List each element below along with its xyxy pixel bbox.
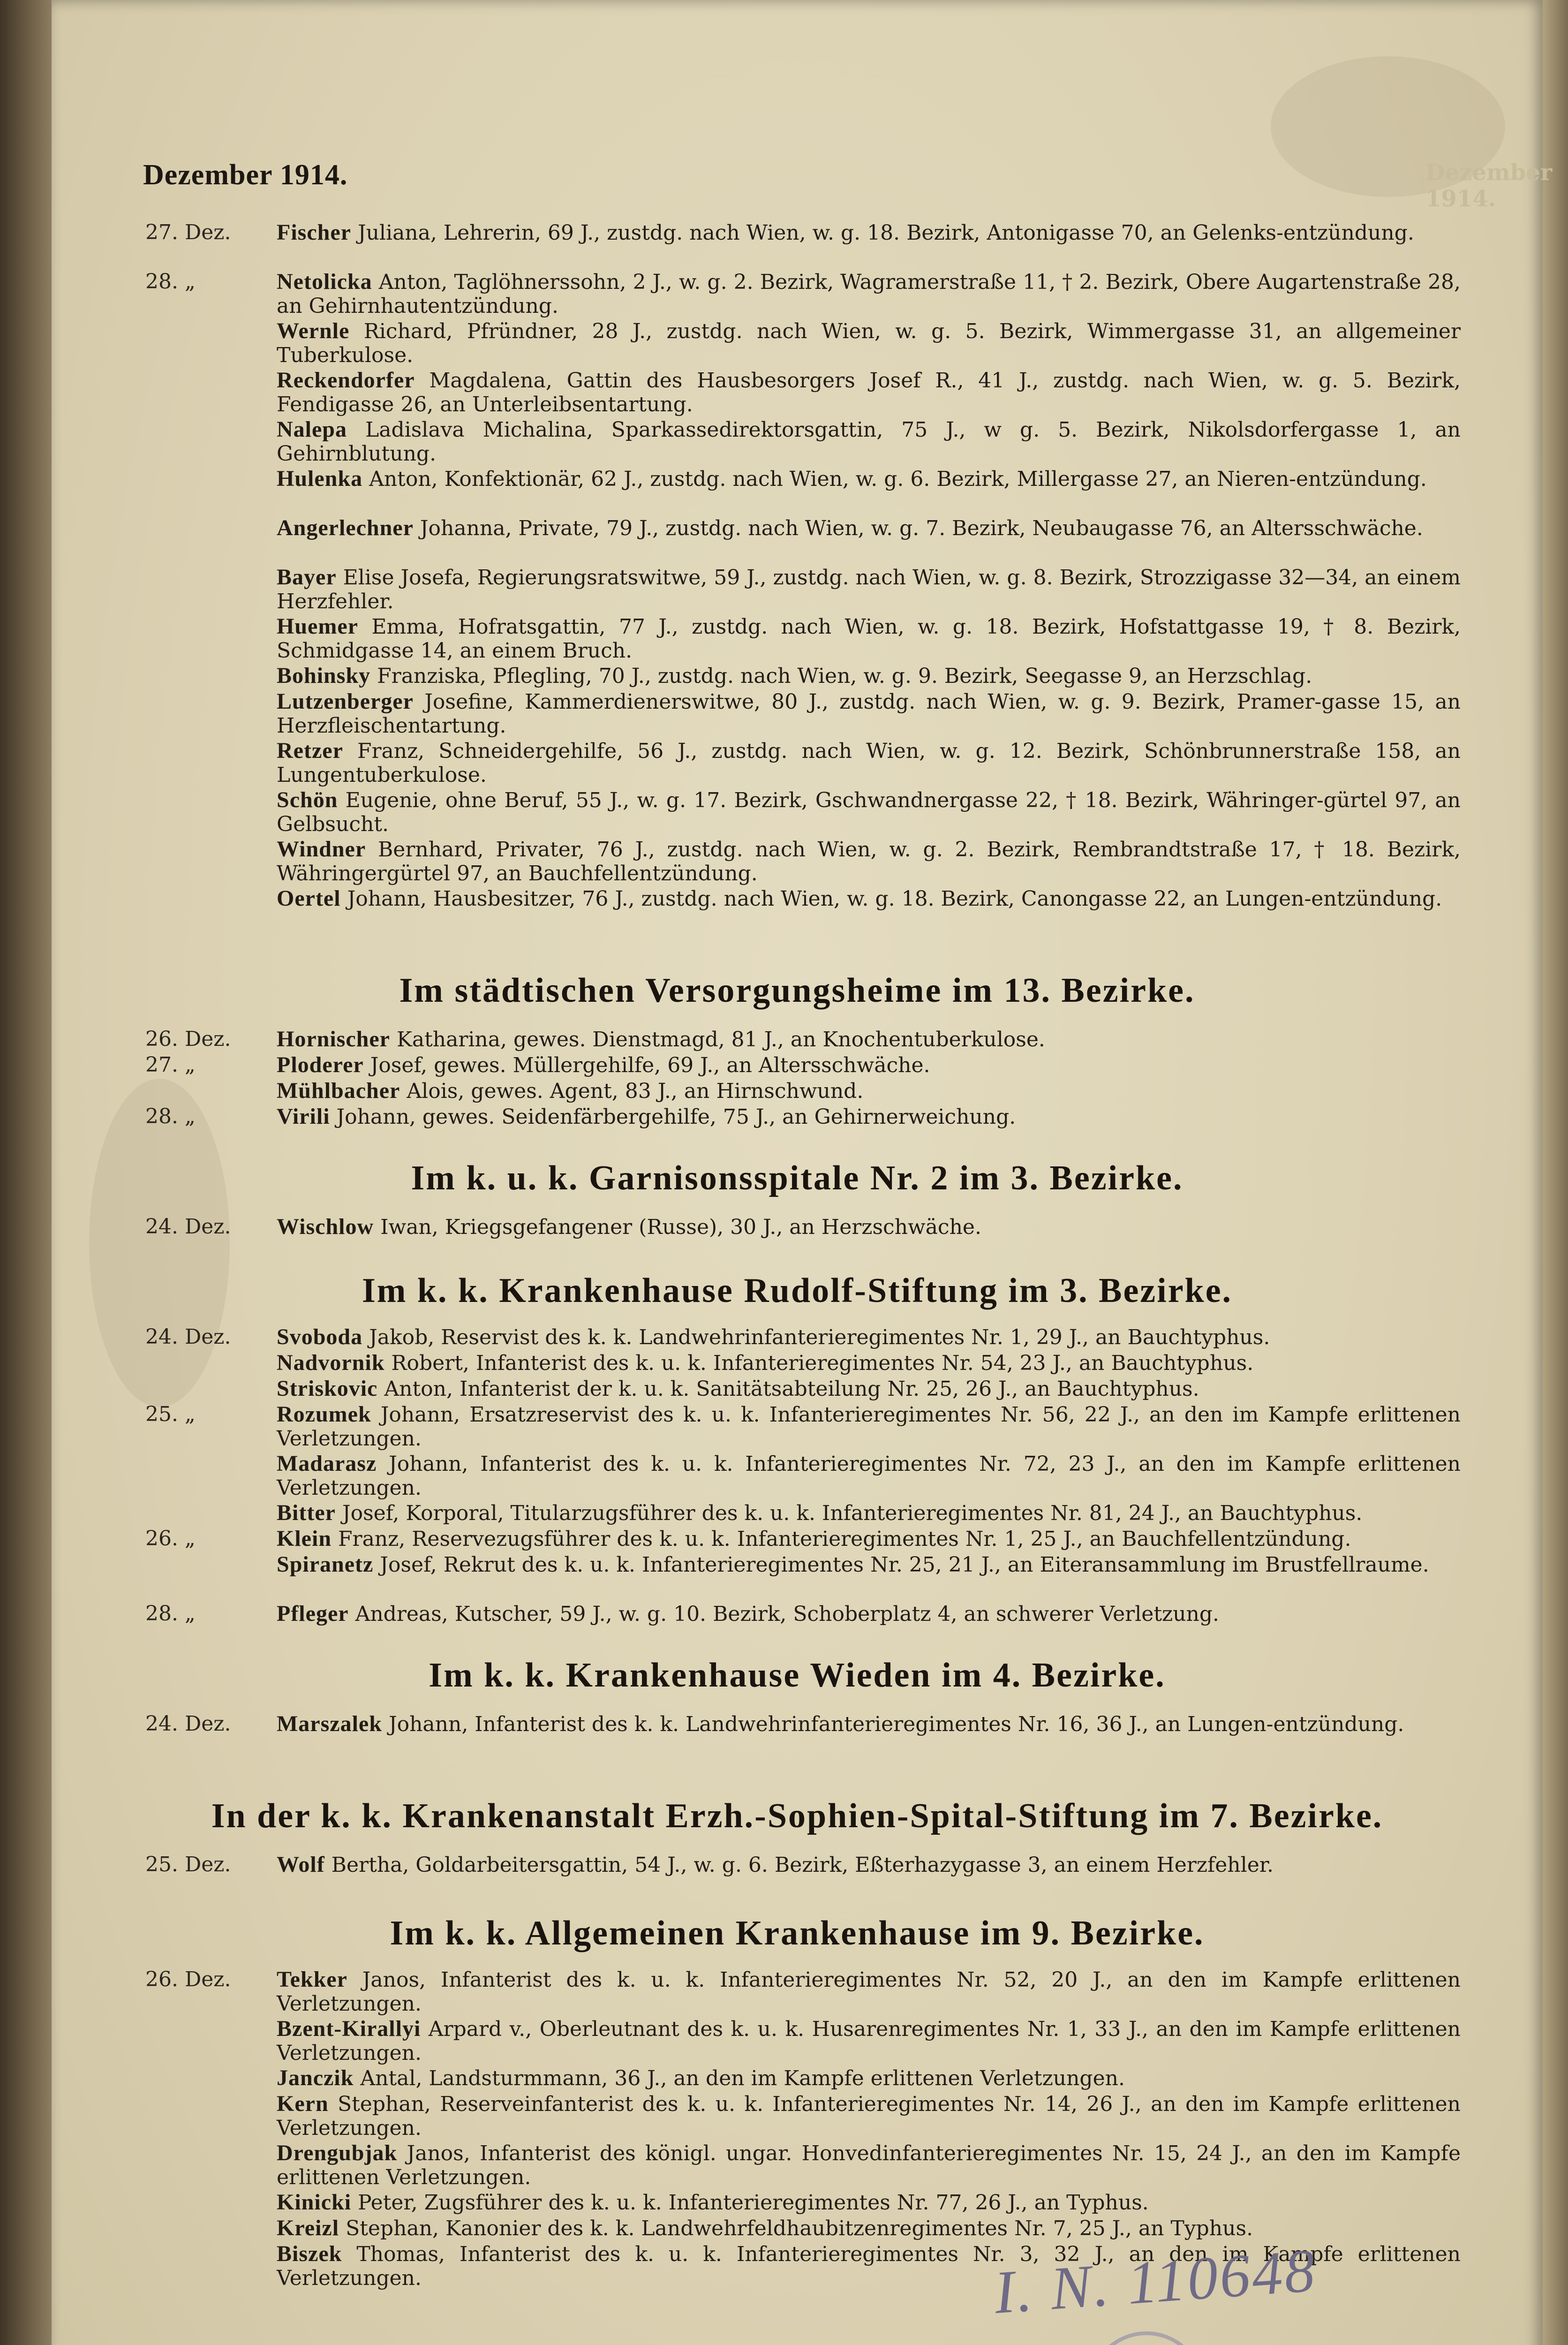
entry-details: Katharina, gewes. Dienstmagd, 81 J., an Knochentuberkulose. xyxy=(396,1028,1045,1051)
entry-text xyxy=(277,837,1461,885)
entry-details: Arpard v., Oberleutnant des k. u. k. Husarenregimentes Nr. 1, 33 J., an den im Kampfe erlittenen Verletzungen. xyxy=(277,2017,1461,2065)
deceased-name: Retzer xyxy=(277,738,343,763)
entry-details: Josef, gewes. Müllergehilfe, 69 J., an Altersschwäche. xyxy=(370,1053,930,1077)
entry-date: 28. „ xyxy=(145,270,196,294)
entry-text xyxy=(277,2092,1461,2140)
show-through-header: Dezember 1914. xyxy=(1425,159,1553,212)
entry-date: 26. Dez. xyxy=(145,1967,231,1991)
entry-details: Johanna, Private, 79 J., zustdg. nach Wien, w. g. 7. Bezirk, Neubaugasse 76, an Altersschwäche. xyxy=(420,516,1423,540)
deceased-name: Svoboda xyxy=(277,1324,363,1349)
section-title: Im k. k. Krankenhause Rudolf-Stiftung im 3. Bezirke. xyxy=(362,1271,1233,1310)
entry-date: 28. „ xyxy=(145,1104,196,1128)
entry-details: Johann, Infanterist des k. k. Landwehrinfanterieregimentes Nr. 16, 36 J., an Lungen-entzündung. xyxy=(388,1712,1404,1736)
deceased-name: Klein xyxy=(277,1526,332,1551)
entry-text xyxy=(277,689,1461,738)
entry-details: Juliana, Lehrerin, 69 J., zustdg. nach Wien, w. g. 18. Bezirk, Antonigasse 70, an Gelenks-entzündung. xyxy=(357,221,1414,245)
entry-text xyxy=(277,1325,1461,1349)
entry-date: 24. Dez. xyxy=(145,1215,231,1239)
section-title: Im k. k. Krankenhause Wieden im 4. Bezirke. xyxy=(429,1656,1166,1694)
entry-details: Franziska, Pflegling, 70 J., zustdg. nach Wien, w. g. 9. Bezirk, Seegasse 9, an Herzschlag. xyxy=(377,664,1312,688)
section-title: Im städtischen Versorgungsheime im 13. Bezirke. xyxy=(399,971,1195,1010)
entry-text xyxy=(277,1853,1461,1877)
entry-details: Janos, Infanterist des königl. ungar. Honvedinfanterieregimentes Nr. 15, 24 J., an den im Kampfe erlittenen Verletzungen. xyxy=(277,2141,1461,2189)
deceased-name: Mühlbacher xyxy=(277,1078,400,1103)
entry-text xyxy=(277,2216,1461,2240)
deceased-name: Kreizl xyxy=(277,2216,339,2240)
entry-text xyxy=(277,2017,1461,2065)
entry-details: Janos, Infanterist des k. u. k. Infanterieregimentes Nr. 52, 20 J., an den im Kampfe erlittenen Verletzungen. xyxy=(277,1968,1461,2016)
entry-details: Bertha, Goldarbeitersgattin, 54 J., w. g. 6. Bezirk, Eßterhazygasse 3, an einem Herzfehler. xyxy=(331,1853,1274,1877)
deceased-name: Huemer xyxy=(277,614,358,639)
deceased-name: Bitter xyxy=(277,1500,336,1525)
entry-text xyxy=(277,2066,1461,2090)
section-title: Im k. k. Allgemeinen Krankenhause im 9. Bezirke. xyxy=(390,1914,1205,1952)
deceased-name: Spiranetz xyxy=(277,1552,374,1577)
library-stamp-icon xyxy=(1083,2326,1210,2345)
entry-text xyxy=(277,1552,1461,1577)
deceased-name: Hornischer xyxy=(277,1027,390,1051)
entry-text xyxy=(277,368,1461,416)
deceased-name: Oertel xyxy=(277,886,341,911)
deceased-name: Wischlow xyxy=(277,1214,374,1239)
entry-details: Stephan, Reserveinfanterist des k. u. k. Infanterieregimentes Nr. 14, 26 J., an den im Kampfe erlittenen Verletzungen. xyxy=(277,2092,1461,2140)
deceased-name: Madarasz xyxy=(277,1451,377,1476)
deceased-name: Lutzenberger xyxy=(277,689,414,714)
entry-text xyxy=(277,788,1461,836)
entry-details: Ladislava Michalina, Sparkassedirektorsgattin, 75 J., w g. 5. Bezirk, Nikolsdorfergasse 1, an Gehirnblutung. xyxy=(277,418,1461,466)
entry-details: Thomas, Infanterist des k. u. k. Infanterieregimentes Nr. 3, 32 J., an den im Kampfe erlittenen Verletzungen. xyxy=(277,2242,1461,2290)
entry-date: 26. Dez. xyxy=(145,1027,231,1051)
entry-details: Franz, Reservezugsführer des k. u. k. Infanterieregimentes Nr. 1, 25 J., an Bauchfellentzündung. xyxy=(338,1527,1351,1551)
entry-date: 27. „ xyxy=(145,1053,196,1077)
entry-details: Anton, Taglöhnerssohn, 2 J., w. g. 2. Bezirk, Wagramerstraße 11, † 2. Bezirk, Obere Augartenstraße 28, an Gehirnhautentzündung. xyxy=(277,270,1461,318)
entry-text xyxy=(277,1053,1461,1077)
entry-text xyxy=(277,467,1461,491)
entry-details: Johann, Ersatzreservist des k. u. k. Infanterieregimentes Nr. 56, 22 J., an den im Kampfe erlittenen Verletzungen. xyxy=(277,1403,1461,1451)
deceased-name: Virili xyxy=(277,1104,330,1129)
entry-text xyxy=(277,886,1461,911)
entry-details: Johann, Hausbesitzer, 76 J., zustdg. nach Wien, w. g. 18. Bezirk, Canongasse 22, an Lungen-entzündung. xyxy=(347,887,1442,911)
deceased-name: Wernle xyxy=(277,318,350,343)
entry-text xyxy=(277,1527,1461,1551)
entry-details: Anton, Infanterist der k. u. k. Sanitätsabteilung Nr. 25, 26 J., an Bauchtyphus. xyxy=(384,1377,1199,1401)
entry-text xyxy=(277,1377,1461,1401)
deceased-name: Bzent-Kirallyi xyxy=(277,2016,421,2041)
deceased-name: Ploderer xyxy=(277,1052,364,1077)
deceased-name: Angerlechner xyxy=(277,515,414,540)
entry-text xyxy=(277,565,1461,613)
deceased-name: Marszalek xyxy=(277,1711,382,1736)
deceased-name: Biszek xyxy=(277,2241,342,2266)
entry-text xyxy=(277,664,1461,688)
page-heading: Dezember 1914. xyxy=(143,159,348,191)
page-edge-right xyxy=(1540,0,1568,2345)
entry-details: Josefine, Kammerdienerswitwe, 80 J., zustdg. nach Wien, w. g. 9. Bezirk, Pramer-gasse 15, an Herzfleischentartung. xyxy=(277,690,1461,738)
entry-text xyxy=(277,1104,1461,1129)
entry-text xyxy=(277,1452,1461,1500)
entry-text xyxy=(277,1967,1461,2016)
entry-text xyxy=(277,2141,1461,2189)
entry-text xyxy=(277,220,1461,245)
deceased-name: Tekker xyxy=(277,1967,347,1992)
entry-details: Andreas, Kutscher, 59 J., w. g. 10. Bezirk, Schoberplatz 4, an schwerer Verletzung. xyxy=(355,1602,1220,1626)
section-title: In der k. k. Krankenanstalt Erzh.-Sophien-Spital-Stiftung im 7. Bezirke. xyxy=(211,1797,1383,1835)
entry-details: Josef, Korporal, Titularzugsführer des k. u. k. Infanterieregimentes Nr. 81, 24 J., an Bauchtyphus. xyxy=(342,1501,1363,1525)
document-page xyxy=(52,0,1553,2345)
entry-details: Richard, Pfründner, 28 J., zustdg. nach Wien, w. g. 5. Bezirk, Wimmergasse 31, an allgemeiner Tuberkulose. xyxy=(277,319,1461,367)
entry-details: Johann, gewes. Seidenfärbergehilfe, 75 J., an Gehirnerweichung. xyxy=(336,1105,1016,1129)
entry-details: Peter, Zugsführer des k. u. k. Infanterieregimentes Nr. 77, 26 J., an Typhus. xyxy=(358,2191,1149,2215)
deceased-name: Striskovic xyxy=(277,1376,378,1401)
entry-text xyxy=(277,1712,1461,1736)
entry-text xyxy=(277,1501,1461,1525)
deceased-name: Nadvornik xyxy=(277,1350,385,1375)
entry-text xyxy=(277,1079,1461,1103)
entry-date: 24. Dez. xyxy=(145,1325,231,1349)
entry-date: 27. Dez. xyxy=(145,220,231,244)
deceased-name: Kern xyxy=(277,2091,329,2116)
entry-date: 28. „ xyxy=(145,1602,196,1626)
deceased-name: Schön xyxy=(277,787,338,812)
entry-text xyxy=(277,739,1461,787)
deceased-name: Pfleger xyxy=(277,1601,349,1626)
entry-date: 25. Dez. xyxy=(145,1853,231,1876)
inventory-number-handwritten: I. N. 110648 xyxy=(992,2237,1319,2327)
entry-date: 24. Dez. xyxy=(145,1712,231,1736)
deceased-name: Bohinsky xyxy=(277,663,371,688)
deceased-name: Janczik xyxy=(277,2065,354,2090)
entry-text xyxy=(277,1027,1461,1051)
deceased-name: Wolf xyxy=(277,1852,325,1877)
deceased-name: Reckendorfer xyxy=(277,368,415,393)
deceased-name: Drengubjak xyxy=(277,2141,398,2165)
entry-details: Antal, Landsturmmann, 36 J., an den im Kampfe erlittenen Verletzungen. xyxy=(360,2066,1125,2090)
entry-text xyxy=(277,1215,1461,1239)
deceased-name: Bayer xyxy=(277,565,337,590)
entry-details: Franz, Schneidergehilfe, 56 J., zustdg. nach Wien, w. g. 12. Bezirk, Schönbrunnerstraße 158, an Lungentuberkulose. xyxy=(277,739,1461,787)
entry-text xyxy=(277,1602,1461,1626)
entry-text xyxy=(277,319,1461,367)
entry-text xyxy=(277,2190,1461,2215)
entry-text xyxy=(277,1402,1461,1451)
entry-details: Josef, Rekrut des k. u. k. Infanterieregimentes Nr. 25, 21 J., an Eiteransammlung im Brustfellraume. xyxy=(380,1553,1429,1577)
entry-details: Iwan, Kriegsgefangener (Russe), 30 J., an Herzschwäche. xyxy=(380,1215,981,1239)
entry-details: Emma, Hofratsgattin, 77 J., zustdg. nach Wien, w. g. 18. Bezirk, Hofstattgasse 19, † 8. Bezirk, Schmidgasse 14, an einem Bruch. xyxy=(277,615,1461,663)
deceased-name: Hulenka xyxy=(277,466,363,491)
deceased-name: Fischer xyxy=(277,220,351,245)
entry-details: Eugenie, ohne Beruf, 55 J., w. g. 17. Bezirk, Gschwandnergasse 22, † 18. Bezirk, Währinger-gürtel 97, an Gelbsucht. xyxy=(277,788,1461,836)
entry-details: Magdalena, Gattin des Hausbesorgers Josef R., 41 J., zustdg. nach Wien, w. g. 5. Bezirk, Fendigasse 26, an Unterleibsentartung. xyxy=(277,369,1461,416)
entry-details: Jakob, Reservist des k. k. Landwehrinfanterieregimentes Nr. 1, 29 J., an Bauchtyphus. xyxy=(369,1325,1270,1349)
entry-date: 26. „ xyxy=(145,1527,196,1551)
entry-details: Elise Josefa, Regierungsratswitwe, 59 J., zustdg. nach Wien, w. g. 8. Bezirk, Strozzigasse 32—34, an einem Herzfehler. xyxy=(277,566,1461,613)
entry-details: Robert, Infanterist des k. u. k. Infanterieregimentes Nr. 54, 23 J., an Bauchtyphus. xyxy=(391,1351,1254,1375)
entry-text xyxy=(277,417,1461,466)
deceased-name: Kinicki xyxy=(277,2190,352,2215)
entry-text xyxy=(277,614,1461,663)
entry-date: 25. „ xyxy=(145,1402,196,1426)
entry-details: Anton, Konfektionär, 62 J., zustdg. nach Wien, w. g. 6. Bezirk, Millergasse 27, an Nieren-entzündung. xyxy=(369,467,1427,491)
deceased-name: Netolicka xyxy=(277,269,372,294)
entry-details: Johann, Infanterist des k. u. k. Infanterieregimentes Nr. 72, 23 J., an den im Kampfe erlittenen Verletzungen. xyxy=(277,1452,1461,1500)
entry-details: Stephan, Kanonier des k. k. Landwehrfeldhaubitzenregimentes Nr. 7, 25 J., an Typhus. xyxy=(346,2216,1253,2240)
deceased-name: Windner xyxy=(277,837,366,862)
entry-details: Bernhard, Privater, 76 J., zustdg. nach Wien, w. g. 2. Bezirk, Rembrandtstraße 17, † 18. Bezirk, Währingergürtel 97, an Bauchfellentzündung. xyxy=(277,838,1461,885)
entry-text xyxy=(277,1351,1461,1375)
entry-text xyxy=(277,516,1461,540)
deceased-name: Rozumek xyxy=(277,1402,371,1427)
section-title: Im k. u. k. Garnisonsspitale Nr. 2 im 3. Bezirke. xyxy=(411,1159,1184,1197)
deceased-name: Nalepa xyxy=(277,417,347,442)
entry-text xyxy=(277,270,1461,318)
entry-details: Alois, gewes. Agent, 83 J., an Hirnschwund. xyxy=(407,1079,864,1103)
